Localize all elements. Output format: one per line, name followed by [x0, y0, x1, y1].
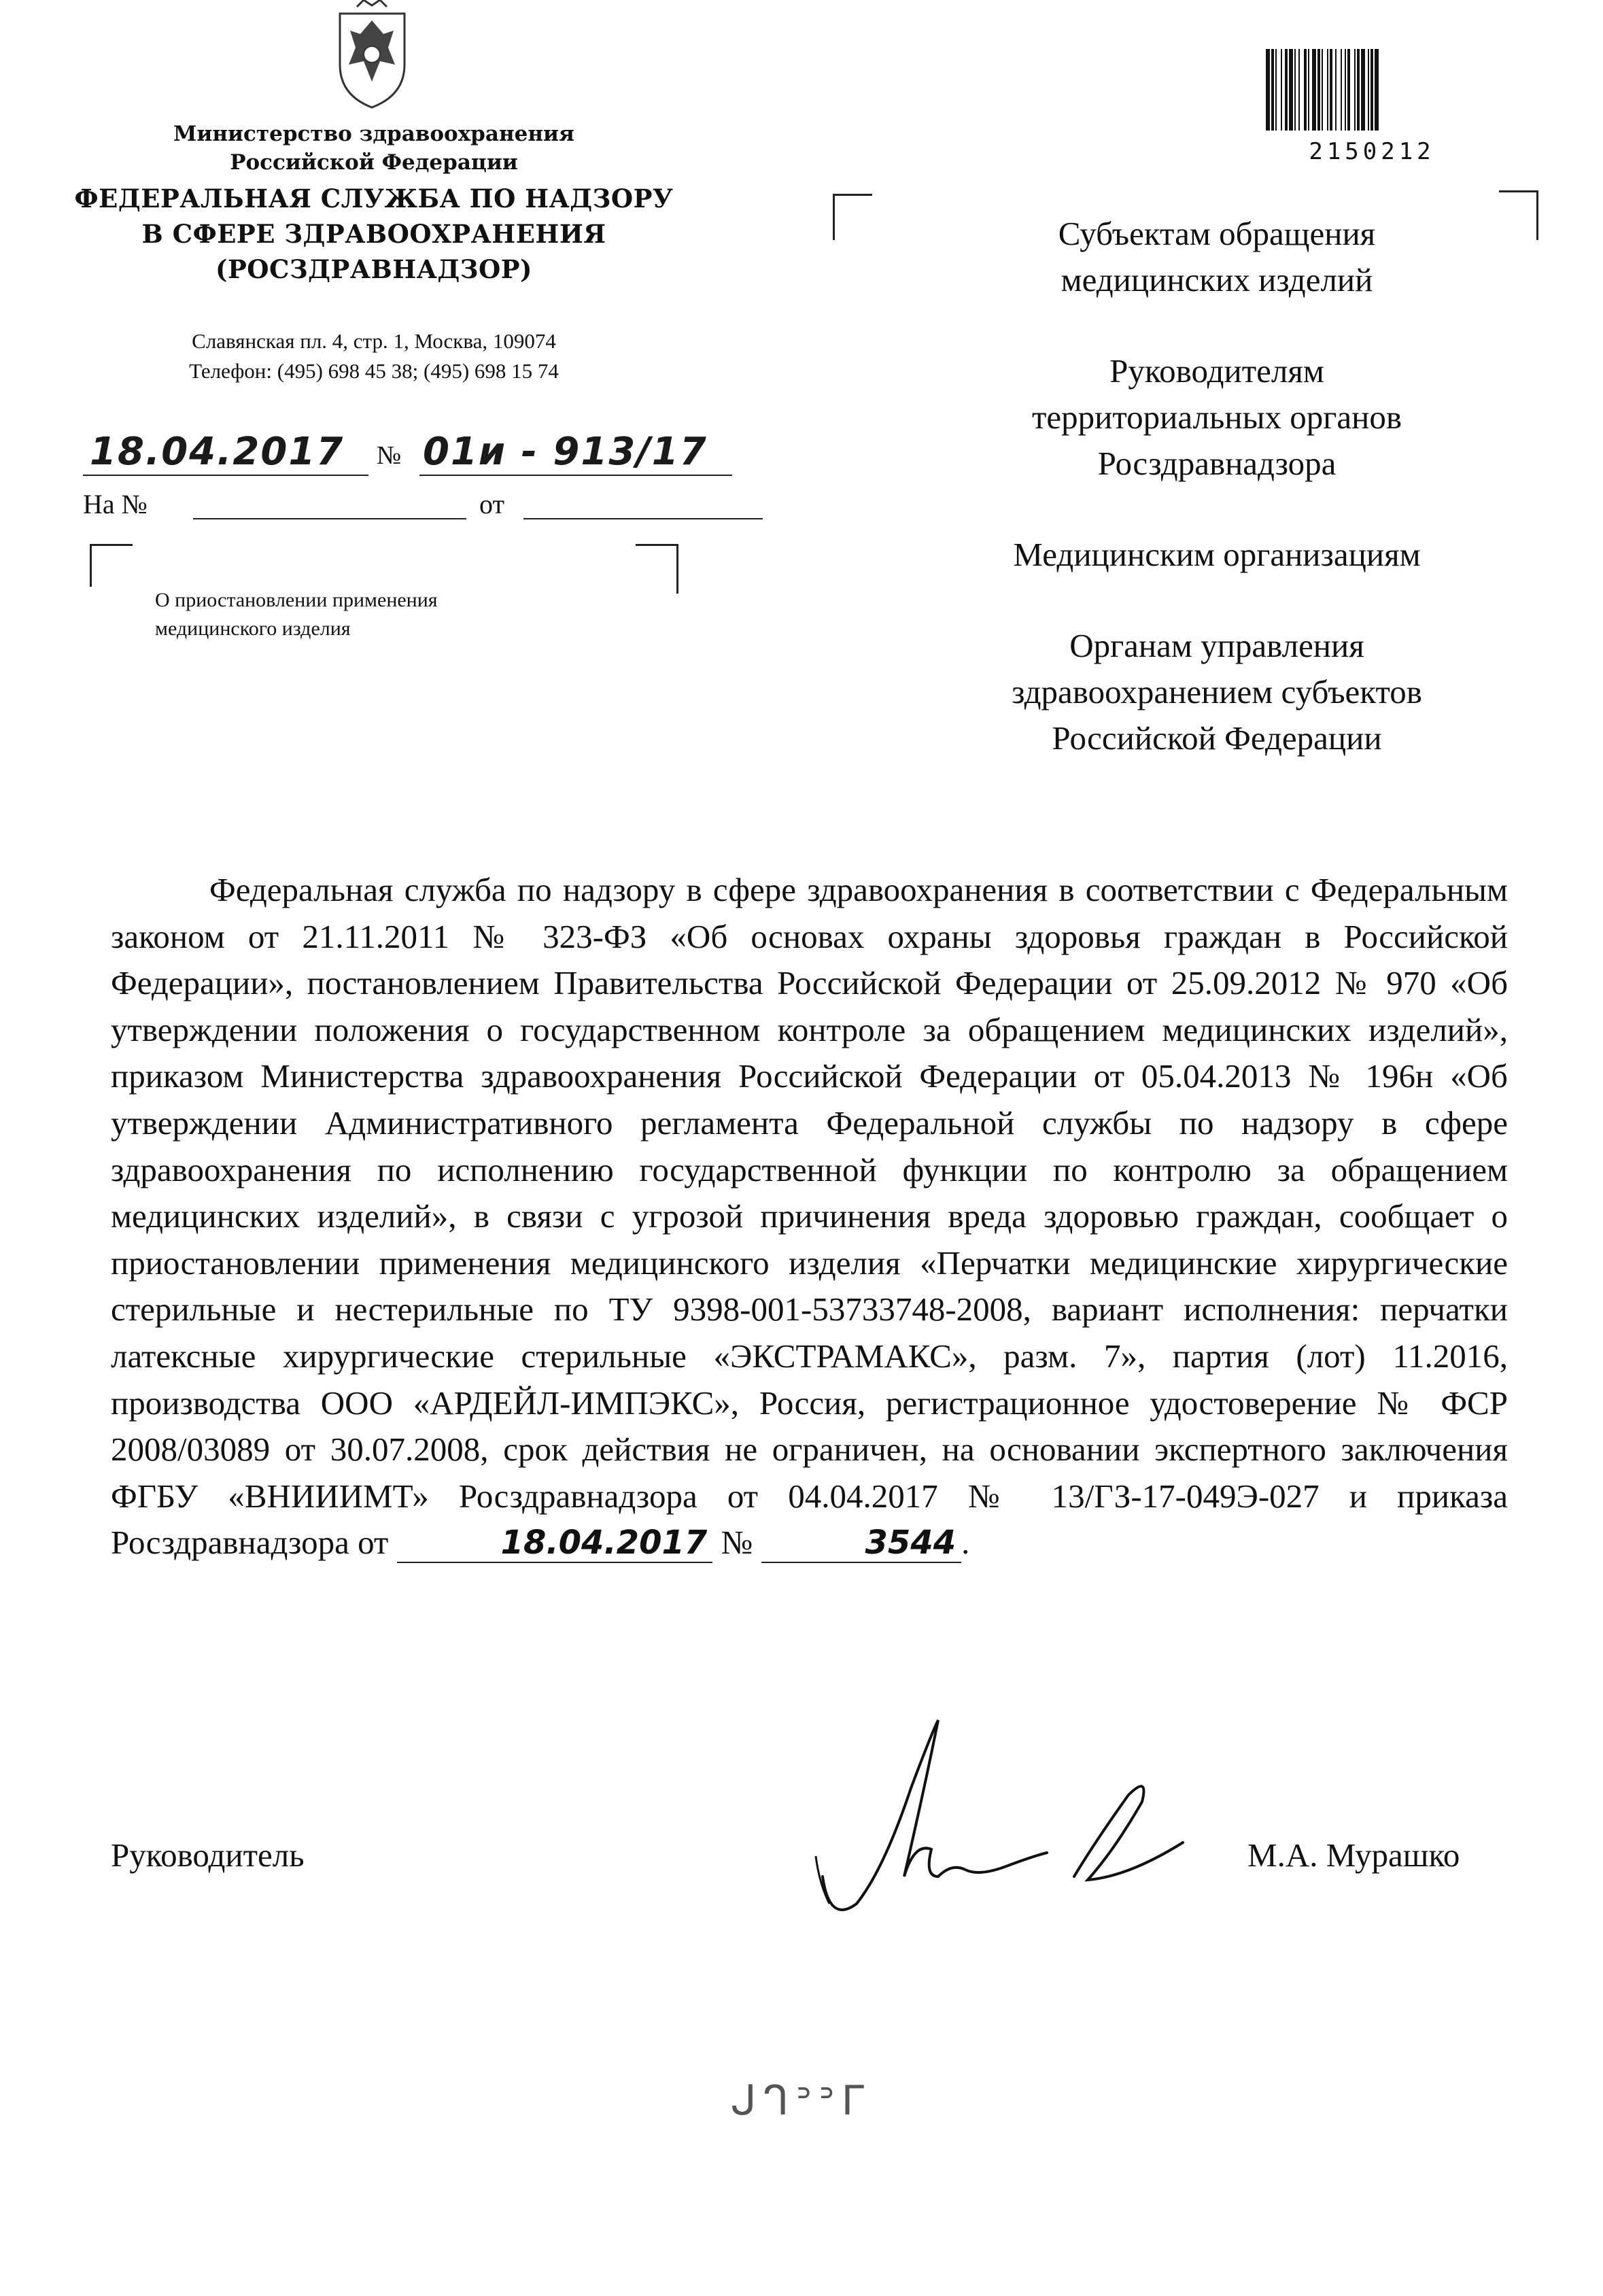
contact-block	[136, 326, 612, 386]
barcode-bar	[1330, 49, 1332, 131]
recipient-line: территориальных органов	[1032, 398, 1402, 436]
service-line-3: (РОСЗДРАВНАДЗОР)	[215, 254, 533, 284]
reference-number-line	[193, 518, 466, 519]
phone: Телефон: (495) 698 45 38; (495) 698 15 74	[189, 359, 559, 383]
emblem	[330, 0, 415, 109]
subject-text	[155, 586, 604, 643]
outgoing-date: 18.04.2017	[90, 430, 345, 474]
recipient-line: здравоохранением субъектов	[1012, 673, 1422, 710]
barcode-bar	[1266, 49, 1270, 131]
recipients-block	[877, 211, 1557, 806]
barcode	[1263, 49, 1481, 165]
barcode-bar	[1341, 49, 1342, 131]
body-text	[111, 867, 1508, 1566]
recipient-line: Руководителям	[1109, 352, 1324, 390]
signature	[802, 1707, 1224, 1931]
subject-corner-right	[636, 544, 678, 594]
barcode-bar	[1371, 49, 1373, 131]
barcode-bar	[1368, 49, 1369, 131]
recipient-group	[877, 348, 1557, 487]
recipient-line: Медицинским организациям	[1013, 536, 1421, 573]
recipient-line: Российской Федерации	[1052, 719, 1382, 757]
barcode-bar	[1275, 49, 1277, 131]
barcode-bar	[1289, 49, 1293, 131]
barcode-bar	[1312, 49, 1316, 131]
barcode-bar	[1361, 49, 1365, 131]
recipient-line: Росздравнадзора	[1097, 445, 1337, 482]
recipient-line: Субъектам обращения	[1058, 215, 1376, 252]
ministry-line-1: Министерство здравоохранения	[173, 122, 574, 146]
signature-icon	[802, 1707, 1224, 1931]
outgoing-number: 01и - 913/17	[423, 430, 708, 474]
barcode-bar	[1357, 49, 1360, 131]
recipient-line: Органам управления	[1069, 627, 1364, 664]
service-line-2: В СФЕРЕ ЗДРАВООХРАНЕНИЯ	[141, 219, 606, 249]
number-sign: №	[377, 441, 402, 470]
recipient-line: медицинских изделий	[1061, 261, 1373, 298]
barcode-bar	[1327, 49, 1328, 131]
recipient-group	[877, 211, 1557, 303]
order-prefix: от	[358, 1524, 389, 1562]
body-paragraph	[111, 867, 1508, 1566]
reference-date-line	[523, 518, 763, 519]
barcode-bar	[1285, 49, 1288, 131]
barcode-bar	[1375, 49, 1379, 131]
recipient-group	[877, 623, 1557, 761]
reference-number-label: На №	[83, 489, 148, 519]
barcode-bar	[1298, 49, 1300, 131]
order-number-sign: №	[721, 1524, 753, 1562]
barcode-bar	[1354, 49, 1356, 131]
barcode-bar	[1304, 49, 1307, 131]
order-suffix: .	[961, 1524, 970, 1562]
recipient-group	[877, 532, 1557, 578]
barcode-bar	[1317, 49, 1320, 131]
service-line-1: ФЕДЕРАЛЬНАЯ СЛУЖБА ПО НАДЗОРУ	[74, 184, 674, 213]
reference-date-label: от	[479, 489, 504, 519]
subject-line-1: О приостановлении применения	[155, 589, 438, 611]
barcode-bar	[1347, 49, 1350, 131]
order-date: 18.04.2017	[397, 1524, 713, 1563]
order-number: 3544	[761, 1524, 962, 1563]
date-underline	[83, 475, 368, 476]
subject-corner-left	[90, 544, 133, 587]
coat-of-arms-icon	[330, 0, 415, 109]
ministry-line-2: Российской Федерации	[230, 150, 518, 175]
barcode-bar	[1308, 49, 1309, 131]
signer-name: М.А. Мурашко	[1247, 1836, 1460, 1874]
recipient-corner-left	[833, 194, 872, 240]
ministry-header	[68, 120, 680, 287]
barcode-bar	[1322, 49, 1323, 131]
footer-stamp-mark: ᒍᒉᐣᐣᒥ	[731, 2077, 872, 2125]
barcode-bar	[1294, 49, 1296, 131]
reference-row	[83, 488, 695, 529]
signer-title: Руководитель	[111, 1836, 305, 1874]
address: Славянская пл. 4, стр. 1, Москва, 109074	[192, 329, 556, 353]
barcode-bar	[1345, 49, 1346, 131]
barcode-bar	[1271, 49, 1274, 131]
barcode-bar	[1281, 49, 1282, 131]
barcode-number: 2150212	[1309, 138, 1435, 165]
number-underline	[419, 475, 732, 476]
body-paragraph-text: Федеральная служба по надзору в сфере здравоохранения в соответствии с Федеральным законом от 21.11.2011 № 323-ФЗ «Об основах охраны здоровья граждан в Российской Федерации», постановлением Правительства Российской Федерации от 25.09.2012 № 970 «Об утверждении положения о государственном контроле за обращением медицинских изделий», приказом Министерства здравоохранения Российской Федерации от 05.04.2013 № 196н «Об утверждении Административного регламента Федеральной службы по надзору в сфере здравоохранения по исполнению государственной функции по контролю за обращением медицинских изделий», в связи с угрозой причинения вреда здоровью граждан, сообщает о приостановлении применения медицинского изделия «Перчатки медицинские хирургические стерильные и нестерильные по ТУ 9398-001-53733748-2008, вариант исполнения: перчатки латексные хирургические стерильные «ЭКСТРАМАКС», разм. 7», партия (лот) 11.2016, производства ООО «АРДЕЙЛ-ИМПЭКС», Россия, регистрационное удостоверение № ФСР 2008/03089 от 30.07.2008, срок действия не ограничен, на основании экспертного заключения ФГБУ «ВНИИИМТ» Росздравнадзора от 04.04.2017 № 13/ГЗ-17-049Э-027 и приказа Росздравнадзора	[111, 871, 1508, 1562]
outgoing-registration	[83, 430, 736, 484]
subject-line-2: медицинского изделия	[155, 617, 351, 640]
barcode-bars	[1263, 49, 1481, 131]
barcode-bar	[1335, 49, 1337, 131]
